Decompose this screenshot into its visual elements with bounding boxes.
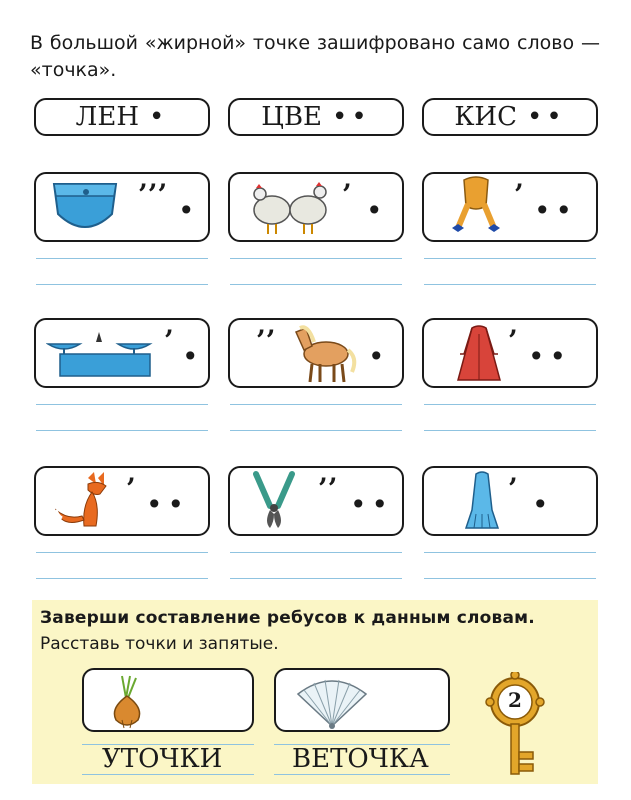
- writing-line: [424, 430, 596, 431]
- rebus-dots: ••: [534, 194, 578, 227]
- rebus-box-8: [228, 466, 404, 536]
- key-number: 2: [508, 688, 522, 712]
- pliers-icon: [246, 470, 306, 534]
- writing-line: [36, 578, 208, 579]
- rebus-dots: •: [178, 194, 200, 227]
- example-dots: ••: [527, 102, 566, 132]
- rebus-dots: •: [182, 340, 204, 373]
- fan-icon: [294, 674, 370, 730]
- task-rebus-box-1: [82, 668, 254, 732]
- raincoat-icon: [454, 324, 504, 386]
- rebus-commas: ’’: [318, 472, 338, 505]
- onion-icon: [104, 674, 150, 730]
- rebus-commas: ’: [164, 324, 174, 357]
- writing-line: [36, 404, 208, 405]
- pony-icon: [290, 322, 360, 386]
- rebus-commas: ’: [342, 178, 352, 211]
- task-rebus-box-2: [274, 668, 450, 732]
- writing-line: [424, 284, 596, 285]
- rebus-commas: ’’’: [138, 178, 168, 211]
- example-dots: •: [149, 102, 169, 132]
- rebus-box-2: [228, 172, 404, 242]
- hens-icon: [246, 176, 336, 240]
- writing-line: [36, 258, 208, 259]
- writing-line: [424, 258, 596, 259]
- pocket-icon: [50, 178, 120, 238]
- writing-line: [274, 774, 450, 775]
- example-dots: ••: [332, 102, 371, 132]
- rebus-box-4: [34, 318, 210, 388]
- rebus-dots: ••: [350, 488, 394, 521]
- rebus-dots: •: [532, 488, 554, 521]
- writing-line: [424, 552, 596, 553]
- rebus-box-3: [422, 172, 598, 242]
- example-box-1: [34, 98, 210, 136]
- rebus-dots: •: [366, 194, 388, 227]
- rebus-box-9: [422, 466, 598, 536]
- fox-icon: [50, 470, 120, 534]
- writing-line: [230, 552, 402, 553]
- rebus-dots: •: [368, 340, 390, 373]
- writing-line: [230, 404, 402, 405]
- scales-icon: [46, 324, 156, 384]
- writing-line: [424, 404, 596, 405]
- answer-word-1: УТОЧКИ: [102, 744, 223, 774]
- rebus-dots: ••: [146, 488, 190, 521]
- rebus-box-5: [228, 318, 404, 388]
- rebus-box-1: [34, 172, 210, 242]
- rebus-box-7: [34, 466, 210, 536]
- writing-line: [36, 284, 208, 285]
- rebus-commas: ’: [126, 472, 136, 505]
- rebus-commas: ’: [508, 324, 518, 357]
- rebus-commas: ’: [514, 178, 524, 211]
- writing-line: [424, 578, 596, 579]
- writing-line: [230, 284, 402, 285]
- writing-line: [230, 258, 402, 259]
- example-word: ЦВЕ: [261, 102, 323, 132]
- rebus-commas: ’: [508, 472, 518, 505]
- writing-line: [36, 552, 208, 553]
- task-title: Заверши составление ребусов к данным словам.: [40, 608, 535, 628]
- intro-text: В большой «жирной» точке зашифровано само слово — «точка».: [30, 32, 600, 81]
- example-box-3: [422, 98, 598, 136]
- rebus-commas: ’’: [256, 324, 276, 357]
- example-word: КИС: [454, 102, 518, 132]
- rebus-dots: ••: [528, 340, 572, 373]
- example-word: ЛЕН: [75, 102, 139, 132]
- rebus-box-6: [422, 318, 598, 388]
- writing-line: [36, 430, 208, 431]
- flipper-icon: [462, 470, 502, 534]
- writing-line: [82, 774, 254, 775]
- writing-line: [230, 430, 402, 431]
- answer-word-2: ВЕТОЧКА: [292, 744, 429, 774]
- task-subtitle: Расставь точки и запятые.: [40, 634, 279, 654]
- writing-line: [230, 578, 402, 579]
- braid-icon: [446, 176, 506, 240]
- example-box-2: [228, 98, 404, 136]
